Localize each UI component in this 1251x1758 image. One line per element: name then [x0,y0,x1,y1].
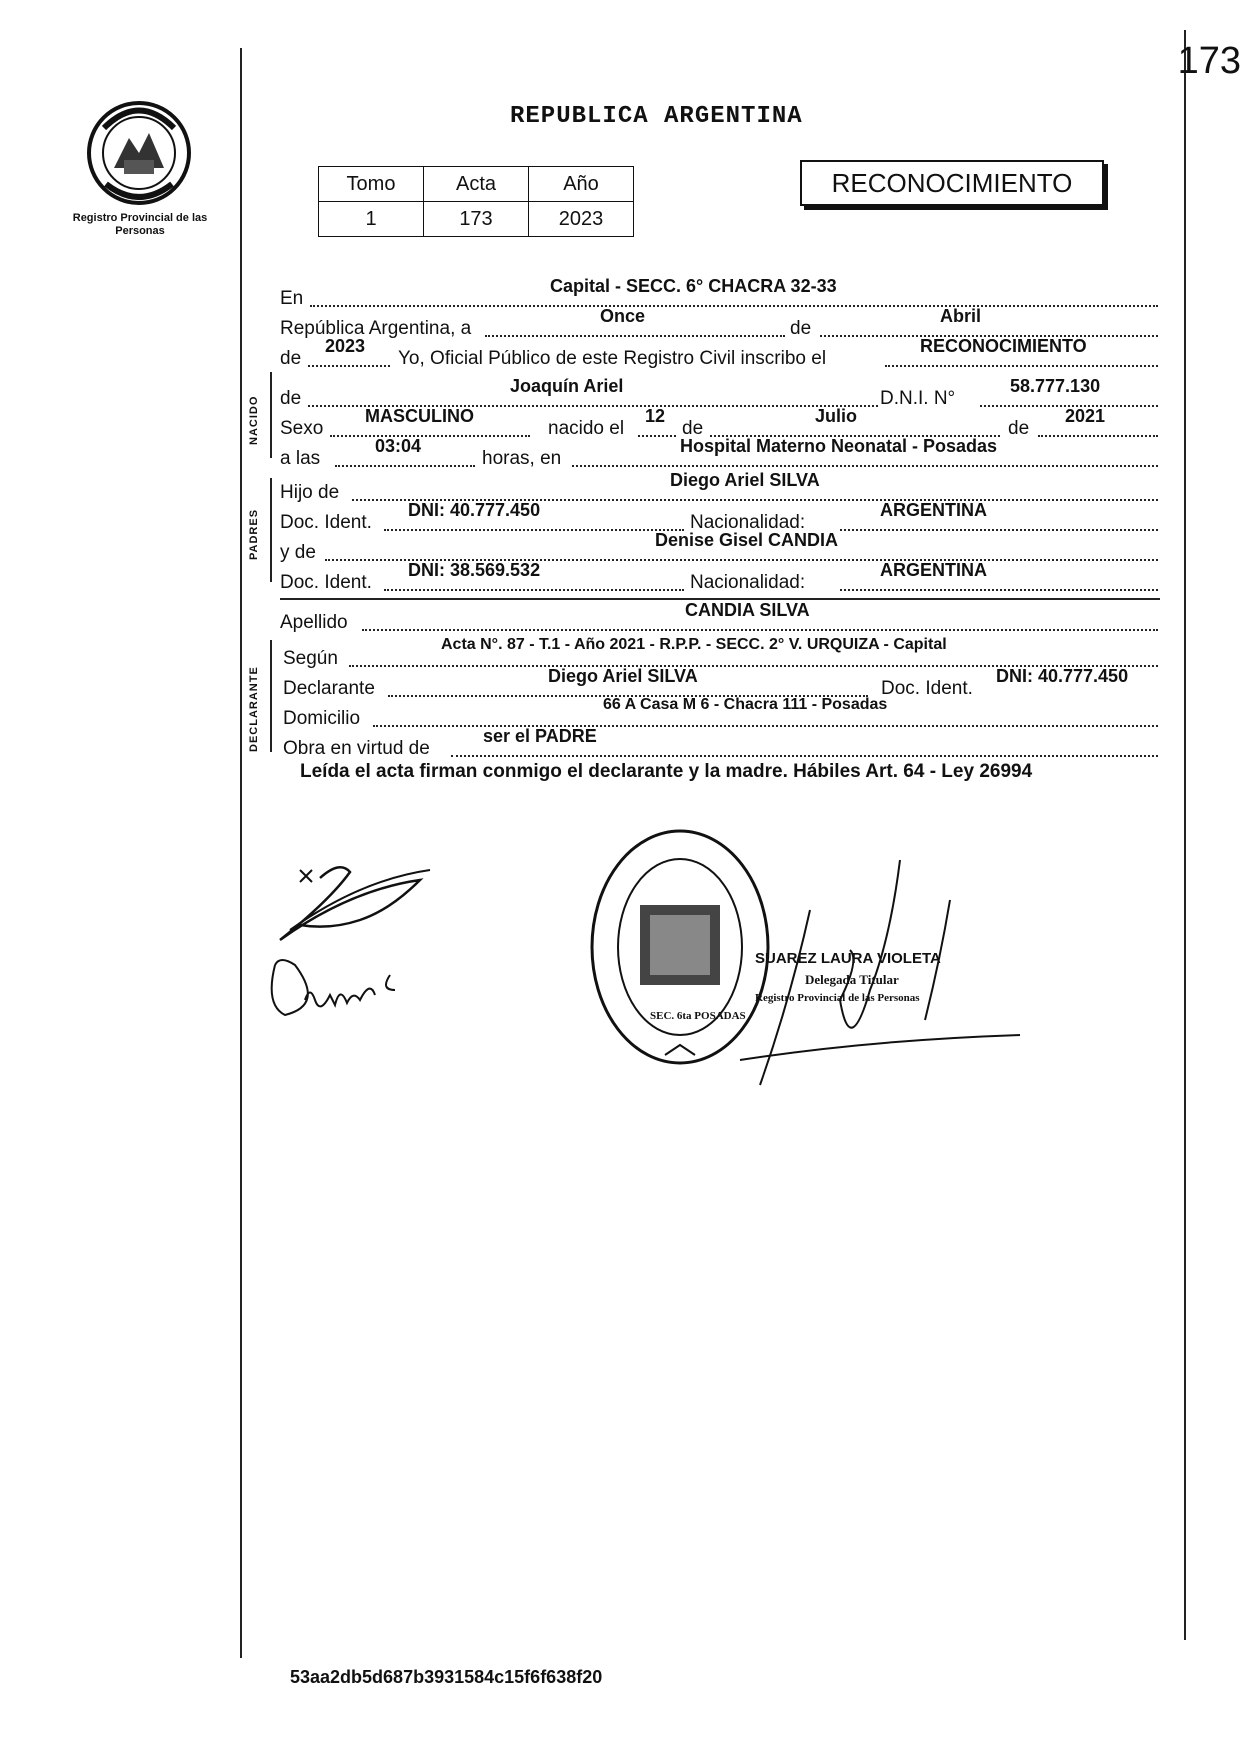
padres-bracket [270,478,272,582]
value-tomo: 1 [319,202,424,237]
label-doc1: Doc. Ident. [280,512,372,533]
label-obra: Obra en virtud de [283,738,430,759]
left-margin-line [240,48,242,1658]
header-anio: Año [529,167,634,202]
official-organization: Registro Provincial de las Personas [755,992,920,1004]
value-segun: Acta N°. 87 - T.1 - Año 2021 - R.P.P. - SECC. 2° V. URQUIZA - Capital [441,636,947,653]
nacido-bracket [270,372,272,458]
label-domicilio: Domicilio [283,708,361,729]
label-doc2: Doc. Ident. [280,572,372,593]
value-child-dni: 58.777.130 [1010,376,1101,396]
value-act: RECONOCIMIENTO [920,336,1087,356]
value-birth-year: 2021 [1065,406,1106,426]
reference-table [318,166,634,237]
label-nac2: Nacionalidad: [690,572,806,593]
label-a-las: a las [280,448,321,469]
value-day-word: Once [600,306,646,326]
row-en [280,276,1160,314]
label-en: En [280,288,304,309]
page-number: 173 [1177,40,1241,82]
official-name: SUAREZ LAURA VIOLETA [755,950,941,967]
value-birth-place: Hospital Materno Neonatal - Posadas [680,436,998,456]
value-month: Abril [940,306,982,326]
label-sexo: Sexo [280,418,324,439]
header-acta: Acta [424,167,529,202]
label-sexo-de2: de [1008,418,1030,439]
label-nac1: Nacionalidad: [690,512,806,533]
label-decl-doc: Doc. Ident. [881,678,973,699]
value-declarant-name: Diego Ariel SILVA [548,666,698,686]
row-domicilio [283,696,1160,734]
label-horas-en: horas, en [482,448,562,469]
row-doc2 [280,560,1160,598]
document-hash: 53aa2db5d687b3931584c15f6f638f20 [290,1667,603,1687]
header-tomo: Tomo [319,167,424,202]
value-obra: ser el PADRE [483,726,597,746]
label-nacido-el: nacido el [548,418,625,439]
value-surname: CANDIA SILVA [685,600,810,620]
registry-seal-logo [84,98,194,208]
value-en: Capital - SECC. 6° CHACRA 32-33 [550,276,837,296]
label-dni: D.N.I. N° [880,388,956,409]
value-father-name: Diego Ariel SILVA [670,470,820,490]
label-year-text: Yo, Oficial Público de este Registro Civil inscribo el [398,348,827,369]
value-father-nationality: ARGENTINA [880,500,987,520]
label-republica-de: de [790,318,812,339]
value-domicilio: 66 A Casa M 6 - Chacra 111 - Posadas [603,696,888,713]
declarante-bracket [270,640,272,752]
declarante-section-label: DECLARANTE [248,666,260,752]
value-declarant-dni: DNI: 40.777.450 [996,666,1129,686]
reference-table-header-row [319,167,634,202]
country-title: REPUBLICA ARGENTINA [510,103,803,130]
label-republica: República Argentina, a [280,318,472,339]
reference-table-value-row [319,202,634,237]
value-sexo: MASCULINO [365,406,474,426]
mother-signature [255,945,455,1035]
value-birth-month: Julio [815,406,858,426]
value-birth-time: 03:04 [375,436,422,456]
label-segun: Según [283,648,338,669]
value-father-dni: DNI: 40.777.450 [408,500,541,520]
closing-text: Leída el acta firman conmigo el declarante y la madre. Hábiles Art. 64 - Ley 26994 [300,761,1033,782]
official-signature [720,860,1020,1090]
row-apellido [280,600,1160,638]
value-acta: 173 [424,202,529,237]
nacido-section-label: NACIDO [248,395,260,445]
value-mother-nationality: ARGENTINA [880,560,987,580]
label-declarante: Declarante [283,678,375,699]
label-nacido-de: de [280,388,302,409]
declarant-signature [270,850,440,950]
label-sexo-de: de [682,418,704,439]
official-role: Delegada Titular [805,972,899,987]
value-year: 2023 [325,336,366,356]
label-apellido: Apellido [280,612,348,633]
value-child-name: Joaquín Ariel [510,376,624,396]
value-mother-dni: DNI: 38.569.532 [408,560,541,580]
value-anio: 2023 [529,202,634,237]
row-year [280,336,1160,374]
label-y-de: y de [280,542,316,563]
value-mother-name: Denise Gisel CANDIA [655,530,839,550]
value-birth-day: 12 [645,406,666,426]
padres-section-label: PADRES [248,508,260,560]
act-type-box: RECONOCIMIENTO [800,160,1104,206]
label-hijo-de: Hijo de [280,482,340,503]
registry-name: Registro Provincial de las Personas [72,212,208,237]
label-year-de: de [280,348,302,369]
stamp-inner-text: SEC. 6ta POSADAS [650,1010,746,1022]
right-margin-line [1184,30,1186,1640]
